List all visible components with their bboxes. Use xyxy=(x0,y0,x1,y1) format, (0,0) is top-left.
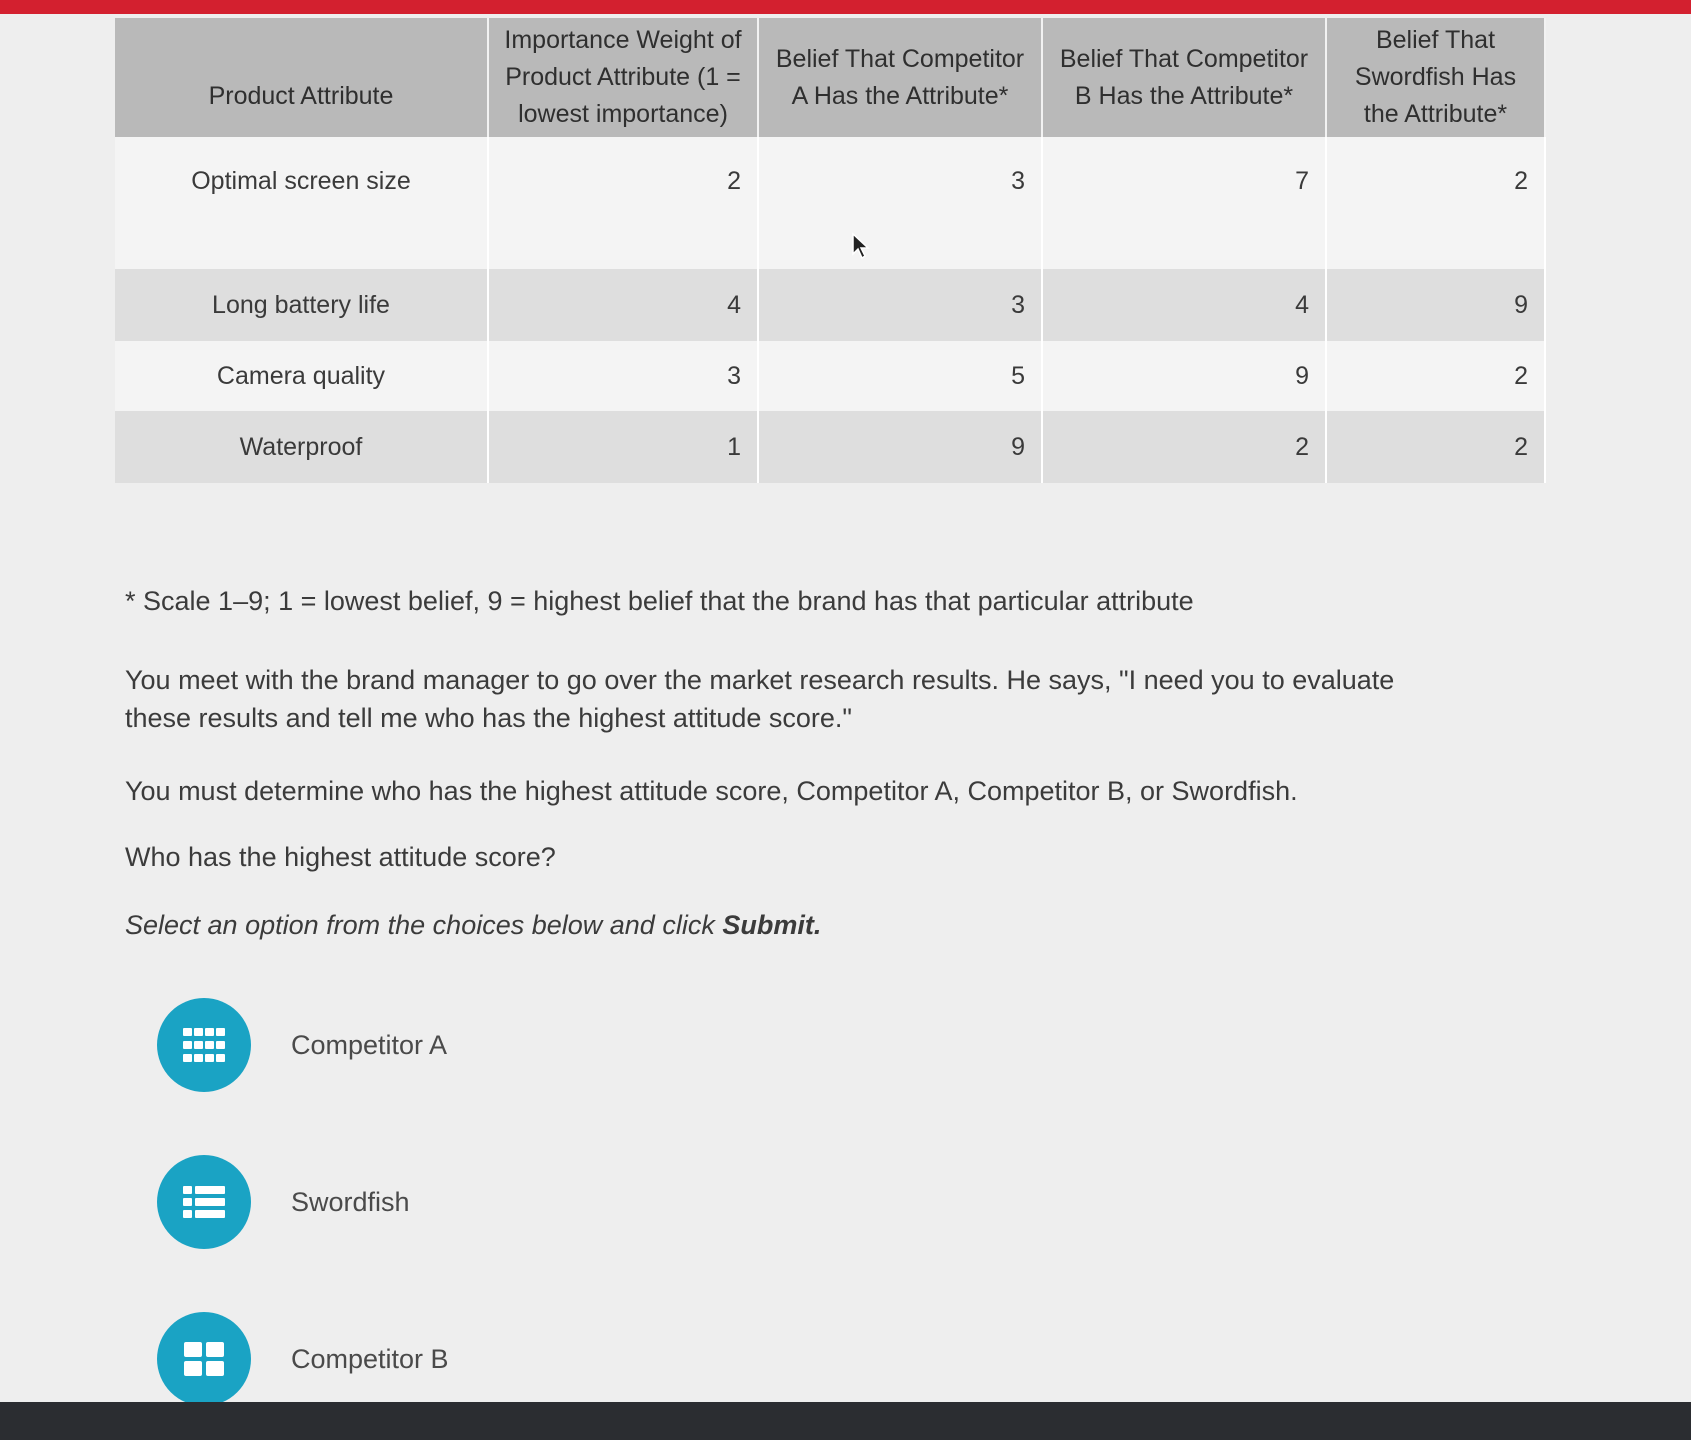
table-header-row xyxy=(115,18,1545,137)
swordfish-value: 2 xyxy=(1326,137,1545,269)
tiles-icon xyxy=(184,1342,224,1376)
table-row xyxy=(115,269,1545,341)
competitor-a-value: 3 xyxy=(758,269,1042,341)
option-swordfish[interactable] xyxy=(157,1155,410,1249)
importance-value: 2 xyxy=(488,137,758,269)
option-icon-circle[interactable] xyxy=(157,1312,251,1406)
prompt-paragraph-line-2: these results and tell me who has the highest attitude score." xyxy=(125,703,852,733)
table-row xyxy=(115,137,1545,269)
option-label[interactable]: Swordfish xyxy=(291,1186,410,1217)
competitor-b-value: 2 xyxy=(1042,411,1326,483)
swordfish-value: 9 xyxy=(1326,269,1545,341)
option-label[interactable]: Competitor B xyxy=(291,1343,449,1374)
prompt-paragraph-line-1: You meet with the brand manager to go over the market research results. He says, "I need you to evaluate xyxy=(125,665,1395,695)
swordfish-value: 2 xyxy=(1326,341,1545,411)
instruction-prefix: Select an option from the choices below and click xyxy=(125,910,723,940)
competitor-a-value: 9 xyxy=(758,411,1042,483)
header-belief-competitor-a: Belief That Competitor A Has the Attribute* xyxy=(758,18,1042,137)
question-text: Who has the highest attitude score? xyxy=(125,842,556,872)
competitor-a-value: 3 xyxy=(758,137,1042,269)
competitor-b-value: 7 xyxy=(1042,137,1326,269)
competitor-b-value: 9 xyxy=(1042,341,1326,411)
option-icon-circle[interactable] xyxy=(157,1155,251,1249)
importance-value: 3 xyxy=(488,341,758,411)
attribute-table xyxy=(115,18,1546,483)
option-competitor-a[interactable] xyxy=(157,998,447,1092)
instruction-submit: Submit. xyxy=(722,910,822,940)
table-row xyxy=(115,411,1545,483)
attribute-name: Waterproof xyxy=(115,411,488,483)
header-importance-weight: Importance Weight of Product Attribute (1 = lowest importance) xyxy=(488,18,758,137)
grid-icon xyxy=(183,1028,225,1062)
attribute-name: Camera quality xyxy=(115,341,488,411)
determine-statement: You must determine who has the highest attitude score, Competitor A, Competitor B, or Swordfish. xyxy=(125,776,1298,806)
attribute-name: Long battery life xyxy=(115,269,488,341)
option-competitor-b[interactable] xyxy=(157,1312,449,1406)
importance-value: 4 xyxy=(488,269,758,341)
attribute-name: Optimal screen size xyxy=(115,137,488,269)
competitor-a-value: 5 xyxy=(758,341,1042,411)
header-product-attribute: Product Attribute xyxy=(115,18,488,137)
header-belief-competitor-b: Belief That Competitor B Has the Attribute* xyxy=(1042,18,1326,137)
option-icon-circle[interactable] xyxy=(157,998,251,1092)
bottom-bezel xyxy=(0,1402,1691,1440)
option-label[interactable]: Competitor A xyxy=(291,1029,448,1060)
competitor-b-value: 4 xyxy=(1042,269,1326,341)
list-icon xyxy=(183,1186,225,1218)
top-accent-bar xyxy=(0,0,1691,14)
table-row xyxy=(115,341,1545,411)
header-belief-swordfish: Belief That Swordfish Has the Attribute* xyxy=(1326,18,1545,137)
mouse-cursor-icon xyxy=(851,232,871,260)
scale-footnote: * Scale 1–9; 1 = lowest belief, 9 = highest belief that the brand has that particular attribute xyxy=(125,586,1194,616)
importance-value: 1 xyxy=(488,411,758,483)
instruction-text xyxy=(125,910,821,941)
swordfish-value: 2 xyxy=(1326,411,1545,483)
